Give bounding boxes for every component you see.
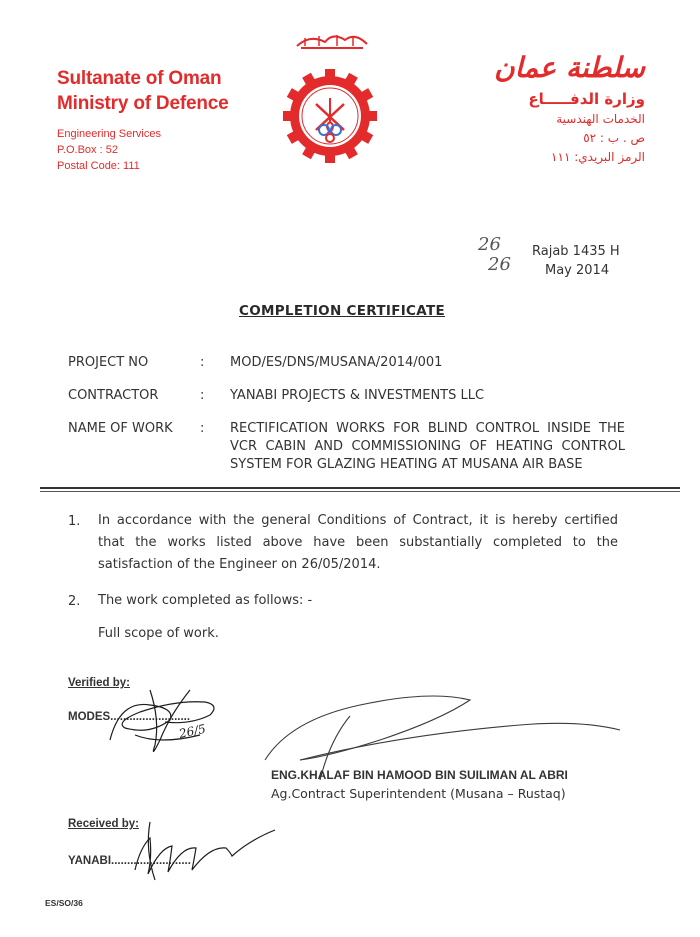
field-value-name-of-work: RECTIFICATION WORKS FOR BLIND CONTROL INSIDE THE VCR CABIN AND COMMISSIONING OF HEATING CONTROL SYSTEM FOR GLAZING HEATING AT MUSANA AIR BASE [230, 421, 625, 472]
verified-by-modes [68, 711, 190, 723]
field-label-name-of-work: NAME OF WORK [68, 421, 173, 436]
received-by-yanabi [68, 855, 191, 867]
field-colon: : [200, 355, 205, 370]
gregorian-date: May 2014 [545, 263, 610, 278]
letterhead-ar-department: الخدمات الهندسية [556, 112, 645, 126]
letterhead-postal-code: Postal Code: 111 [57, 160, 140, 172]
scope-of-work: Full scope of work. [98, 626, 219, 641]
handwritten-hijri-day: 26 [478, 234, 501, 255]
field-value-project-no: MOD/ES/DNS/MUSANA/2014/001 [230, 355, 443, 370]
handwritten-gregorian-day: 26 [488, 254, 511, 275]
hijri-date: Rajab 1435 H [532, 244, 620, 259]
paragraph-work-completed: The work completed as follows: - [98, 593, 313, 608]
signature-line: ......................... [111, 855, 191, 867]
field-label-contractor: CONTRACTOR [68, 388, 159, 403]
paragraph-number: 2. [68, 594, 81, 609]
divider-rule [40, 491, 680, 492]
letterhead-ar-country: سلطنة عمان [494, 51, 645, 84]
handwritten-verified-date: 26/5 [177, 721, 207, 741]
document-title: COMPLETION CERTIFICATE [239, 303, 445, 319]
letterhead-country: Sultanate of Oman [57, 68, 222, 89]
paragraph-number: 1. [68, 514, 81, 529]
signature-line: ......................... [110, 711, 191, 723]
letterhead-ministry: Ministry of Defence [57, 93, 229, 114]
emblem-logo [275, 30, 385, 165]
received-by-label: Received by: [68, 818, 139, 830]
verified-by-label: Verified by: [68, 677, 130, 689]
paragraph-certification: In accordance with the general Conditions of Contract, it is hereby certified that the works listed above have been substantially completed to the satisfaction of the Engineer on 26/05/2014. [98, 513, 618, 572]
letterhead-ar-pobox: ص . ب : ٥٢ [583, 131, 645, 145]
signatory-name: ENG.KHALAF BIN HAMOOD BIN SUILIMAN AL ABRI [271, 768, 568, 782]
letterhead-ar-postal-code: الرمز البريدي: ١١١ [551, 150, 645, 164]
letterhead-ar-ministry: وزارة الدفـــــاع [528, 90, 645, 108]
form-code: ES/SO/36 [45, 898, 83, 908]
field-colon: : [200, 388, 205, 403]
verifier-org: MODES [68, 711, 111, 723]
field-label-project-no: PROJECT NO [68, 355, 149, 370]
recipient-org: YANABI [68, 855, 112, 867]
letterhead-department: Engineering Services [57, 128, 161, 140]
signatory-title: Ag.Contract Superintendent (Musana – Rustaq) [271, 786, 566, 801]
divider-rule [40, 487, 680, 489]
date-block [474, 234, 644, 282]
letterhead-pobox: P.O.Box : 52 [57, 144, 118, 156]
recipient-signature [135, 822, 275, 880]
letterhead-english [57, 66, 228, 174]
field-value-contractor: YANABI PROJECTS & INVESTMENTS LLC [230, 388, 485, 403]
field-colon: : [200, 421, 205, 436]
letterhead-arabic [494, 48, 645, 167]
